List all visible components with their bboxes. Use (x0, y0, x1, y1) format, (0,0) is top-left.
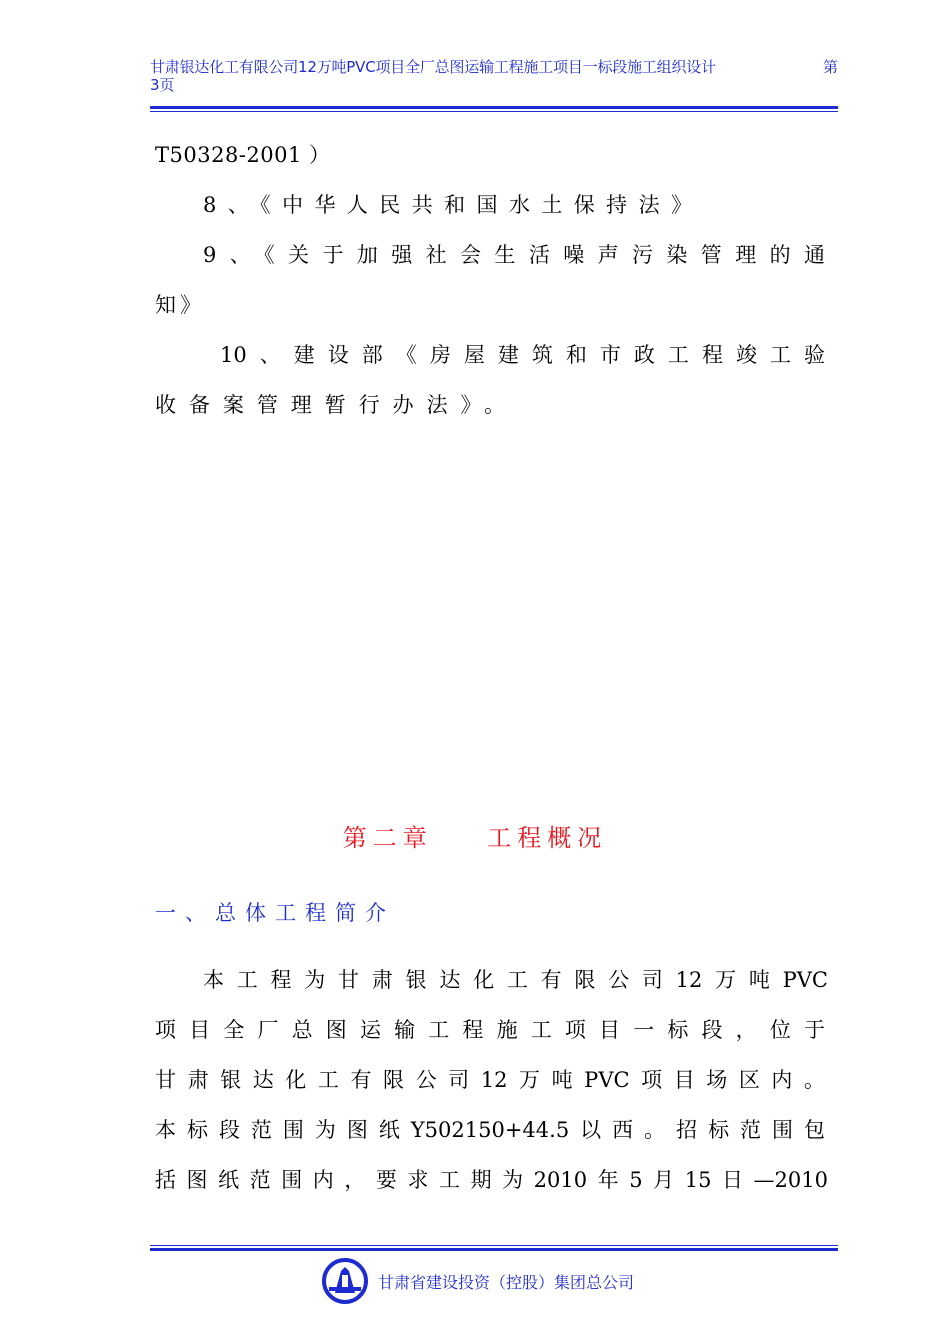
header-title: 甘肃银达化工有限公司12万吨PVC项目全厂总图运输工程施工项目一标段施工组织设计 (150, 58, 716, 76)
body-line: 9、《关于加强社会生活噪声污染管理的通 (203, 243, 825, 267)
section-title: 一、总体工程简介 (155, 901, 395, 925)
chapter-title: 第二章 工程概况 (342, 824, 608, 852)
paragraph-line: 括图纸范围内，要求工期为2010年5月15日—2010 (155, 1168, 828, 1192)
header-page-number: 3页 (150, 76, 175, 94)
page-header (150, 56, 838, 106)
header-rule (150, 106, 838, 112)
company-logo-icon (321, 1257, 369, 1305)
header-page-label: 第 (822, 58, 838, 76)
body-line: 收备案管理暂行办法》。 (155, 393, 505, 417)
paragraph-line: 本标段范围为图纸Y502150+44.5以西。招标范围包 (155, 1118, 825, 1142)
footer-company-name: 甘肃省建设投资（控股）集团总公司 (378, 1273, 635, 1292)
footer-rule (150, 1245, 838, 1251)
body-line: 10、建设部《房屋建筑和市政工程竣工验 (220, 343, 825, 367)
paragraph-line: 项目全厂总图运输工程施工项目一标段，位于 (155, 1018, 825, 1042)
paragraph-line: 甘肃银达化工有限公司12万吨PVC项目场区内。 (155, 1068, 825, 1092)
body-line: 知》 (155, 293, 205, 317)
paragraph-line: 本工程为甘肃银达化工有限公司12万吨PVC (203, 968, 828, 992)
body-line: T50328-2001 ） (155, 143, 331, 167)
body-line: 8、《中华人民共和国水土保持法》 (203, 193, 703, 217)
